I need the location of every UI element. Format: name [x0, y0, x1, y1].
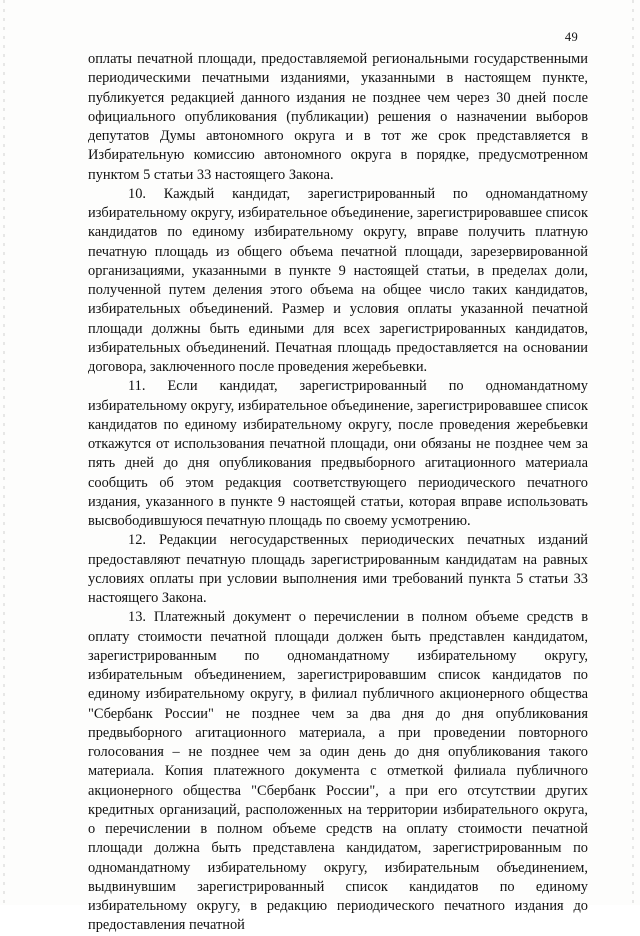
document-body	[88, 50, 588, 936]
page-number: 49	[564, 30, 578, 44]
paragraph-continuation: оплаты печатной площади, предоставляемой региональными государственными периодическими печатными изданиями, указанными в настоящем пункте, публикуется редакцией данного издания не позднее чем через 30 дней после официального опубликования (публикации) решения о назначении выборов депутатов Думы автономного округа и в тот же срок представляется в Избирательную комиссию автономного округа в порядке, предусмотренном пунктом 5 статьи 33 настоящего Закона.	[88, 51, 588, 183]
paragraph-item-13: 13. Платежный документ о перечислении в полном объеме средств в оплату стоимости печатной площади должен быть представлен кандидатом, зарегистрированным по одномандатному избирательному округу, избирательным объединением, зарегистрировавшим список кандидатов по единому избирательному округу, в филиал публичного акционерного общества "Сбербанк России" не позднее чем за два дня до дня опубликования предвыборного агитационного материала, а при проведении повторного голосования – не позднее чем за один день до дня опубликования такого материала. Копия платежного документа с отметкой филиала публичного акционерного общества "Сбербанк России", а при его отсутствии других кредитных организаций, расположенных на территории избирательного округа, о перечислении в полном объеме средств на оплату стоимости печатной площади должна быть представлена кандидатом, зарегистрированным по одномандатному избирательному округу, избирательным объединением, выдвинувшим зарегистрированный список кандидатов по единому избирательному округу, в редакцию периодического печатного издания до предоставления печатной	[88, 609, 588, 934]
paragraph-item-10: 10. Каждый кандидат, зарегистрированный по одномандатному избирательному округу, избирательное объединение, зарегистрировавшее список кандидатов по единому избирательному округу, вправе получить платную печатную площадь из общего объема печатной площади, зарезервированной организациями, указанными в пункте 9 настоящей статьи, в пределах доли, полученной путем деления этого объема на общее число таких кандидатов, избирательных объединений. Размер и условия оплаты указанной печатной площади должны быть едиными для всех зарегистрированных кандидатов, избирательных объединений. Печатная площадь предоставляется на основании договора, заключенного после проведения жеребьевки.	[88, 185, 588, 375]
paragraph-item-11: 11. Если кандидат, зарегистрированный по одномандатному избирательному округу, избирательное объединение, зарегистрировавшее список кандидатов по единому избирательному округу, после проведения жеребьевки откажутся от использования печатной площади, они обязаны не позднее чем за пять дней до дня опубликования предвыборного агитационного материала сообщить об этом редакция соответствующего периодического печатного издания, указанного в пункте 9 настоящей статьи, которая вправе использовать высвободившуюся печатную площадь по своему усмотрению.	[88, 378, 588, 529]
scan-edge-right	[632, 0, 634, 905]
paragraph-item-12: 12. Редакции негосударственных периодических печатных изданий предоставляют печатную площадь зарегистрированным кандидатам на равных условиях оплаты при условии выполнения ими требований пункта 5 статьи 33 настоящего Закона.	[88, 532, 588, 606]
scan-edge-left	[3, 0, 5, 905]
